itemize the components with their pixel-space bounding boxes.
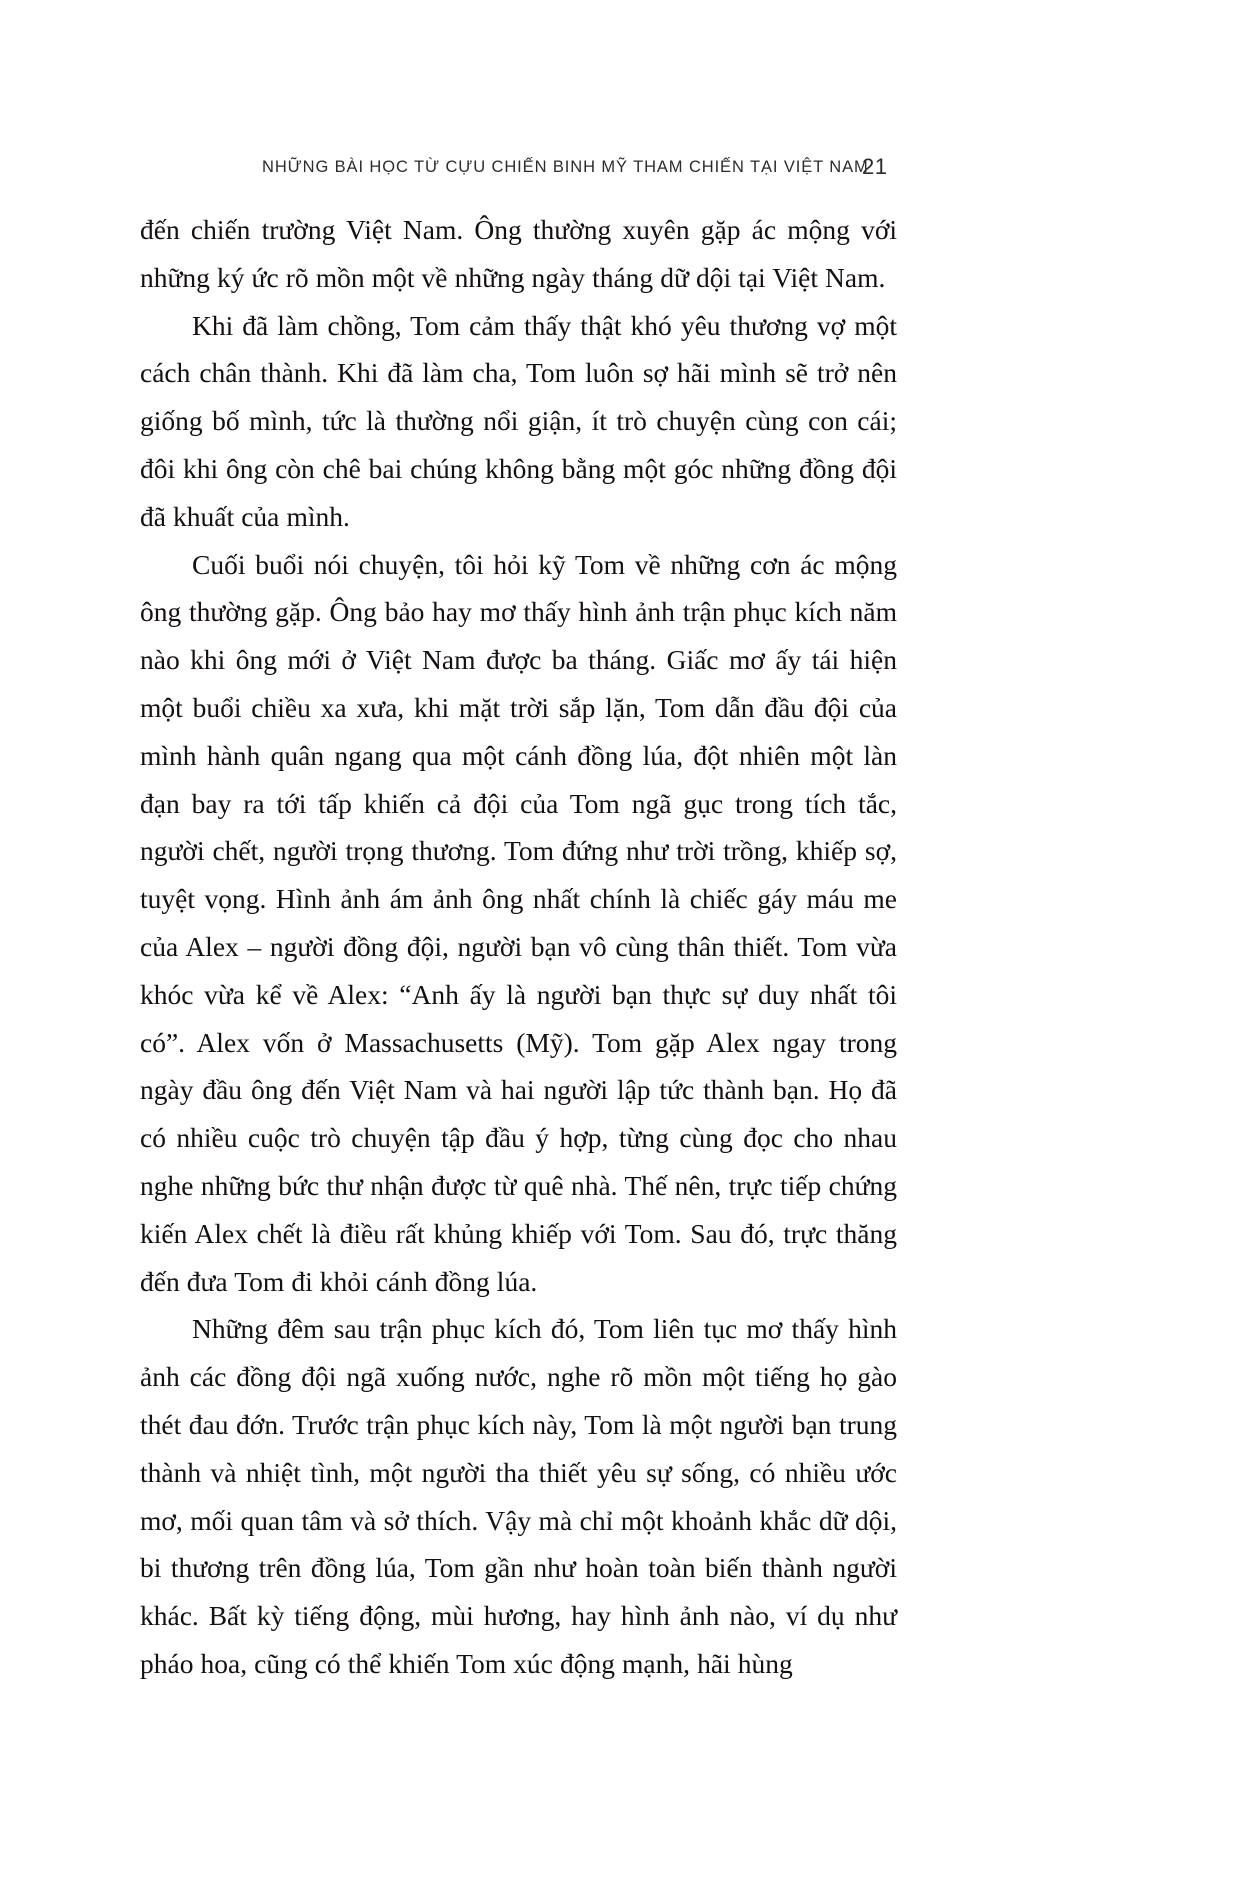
- page-number: 21: [862, 154, 888, 179]
- paragraph: Cuối buổi nói chuyện, tôi hỏi kỹ Tom về những cơn ác mộng ông thường gặp. Ông bảo hay mơ thấy hình ảnh trận phục kích năm nào khi ông mới ở Việt Nam được ba tháng. Giấc mơ ấy tái hiện một buổi chiều xa xưa, khi mặt trời sắp lặn, Tom dẫn đầu đội của mình hành quân ngang qua một cánh đồng lúa, đột nhiên một làn đạn bay ra tới tấp khiến cả đội của Tom ngã gục trong tích tắc, người chết, người trọng thương. Tom đứng như trời trồng, khiếp sợ, tuyệt vọng. Hình ảnh ám ảnh ông nhất chính là chiếc gáy máu me của Alex – người đồng đội, người bạn vô cùng thân thiết. Tom vừa khóc vừa kể về Alex: “Anh ấy là người bạn thực sự duy nhất tôi có”. Alex vốn ở Massachusetts (Mỹ). Tom gặp Alex ngay trong ngày đầu ông đến Việt Nam và hai người lập tức thành bạn. Họ đã có nhiều cuộc trò chuyện tập đầu ý hợp, từng cùng đọc cho nhau nghe những bức thư nhận được từ quê nhà. Thế nên, trực tiếp chứng kiến Alex chết là điều rất khủng khiếp với Tom. Sau đó, trực thăng đến đưa Tom đi khỏi cánh đồng lúa.: [140, 548, 897, 1297]
- body-text-block: [140, 206, 897, 1688]
- paragraph: Khi đã làm chồng, Tom cảm thấy thật khó yêu thương vợ một cách chân thành. Khi đã làm cha, Tom luôn sợ hãi mình sẽ trở nên giống bố mình, tức là thường nổi giận, ít trò chuyện cùng con cái; đôi khi ông còn chê bai chúng không bằng một góc những đồng đội đã khuất của mình.: [140, 309, 897, 532]
- paragraph: Những đêm sau trận phục kích đó, Tom liên tục mơ thấy hình ảnh các đồng đội ngã xuống nước, nghe rõ mồn một tiếng họ gào thét đau đớn. Trước trận phục kích này, Tom là một người bạn trung thành và nhiệt tình, một người tha thiết yêu sự sống, có nhiều ước mơ, mối quan tâm và sở thích. Vậy mà chỉ một khoảnh khắc dữ dội, bi thương trên đồng lúa, Tom gần như hoàn toàn biến thành người khác. Bất kỳ tiếng động, mùi hương, hay hình ảnh nào, ví dụ như pháo hoa, cũng có thể khiến Tom xúc động mạnh, hãi hùng: [140, 1313, 897, 1679]
- paragraph: đến chiến trường Việt Nam. Ông thường xuyên gặp ác mộng với những ký ức rõ mồn một về những ngày tháng dữ dội tại Việt Nam.: [140, 214, 897, 293]
- running-header-title: NHỮNG BÀI HỌC TỪ CỰU CHIẾN BINH MỸ THAM CHIẾN TẠI VIỆT NAM: [262, 158, 869, 176]
